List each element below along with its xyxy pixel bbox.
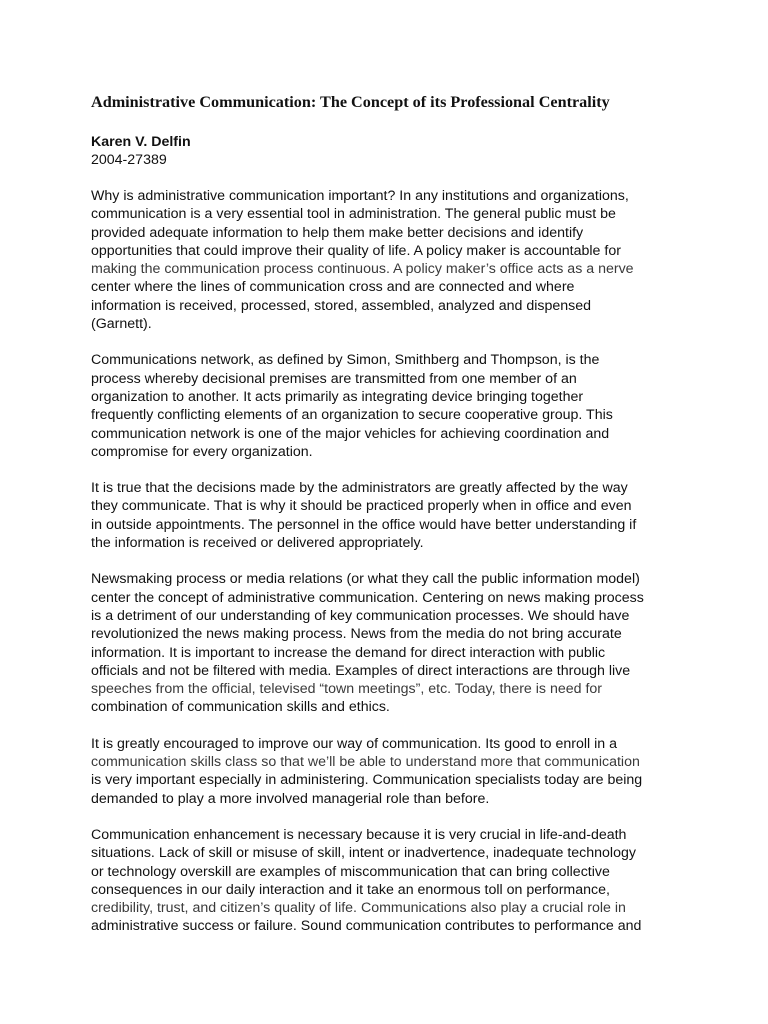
paragraph-line: is a detriment of our understanding of key communication processes. We should have bbox=[91, 607, 630, 624]
paragraph-line: communication skills class so that we’ll be able to understand more that communication bbox=[91, 754, 640, 771]
paragraph-line: situations. Lack of skill or misuse of skill, intent or inadvertence, inadequate technology bbox=[91, 845, 636, 862]
paragraph-line: communication network is one of the major vehicles for achieving coordination and bbox=[91, 425, 610, 442]
paragraph-line: consequences in our daily interaction and it take an enormous toll on performance, bbox=[91, 881, 610, 898]
paragraph-line: (Garnett). bbox=[91, 316, 152, 333]
paragraph-line: center the concept of administrative communication. Centering on news making process bbox=[91, 589, 644, 606]
paragraph-line: Newsmaking process or media relations (or what they call the public information model) bbox=[91, 571, 640, 588]
paragraph-line: revolutionized the news making process. News from the media do not bring accurate bbox=[91, 626, 622, 643]
paragraph-line: process whereby decisional premises are transmitted from one member of an bbox=[91, 370, 577, 387]
body-paragraph bbox=[91, 187, 691, 333]
body-text bbox=[91, 187, 691, 936]
paragraph-line: provided adequate information to help them make better decisions and identify bbox=[91, 224, 584, 241]
author-name: Karen V. Delfin bbox=[91, 134, 191, 150]
document-title: Administrative Communication: The Concept of its Professional Centrality bbox=[91, 93, 610, 111]
paragraph-line: Communications network, as defined by Simon, Smithberg and Thompson, is the bbox=[91, 352, 600, 369]
paragraph-line: demanded to play a more involved managerial role than before. bbox=[91, 790, 490, 807]
paragraph-line: Communication enhancement is necessary because it is very crucial in life-and-death bbox=[91, 826, 627, 843]
paragraph-line: information is received, processed, stored, assembled, analyzed and dispensed bbox=[91, 297, 591, 314]
paragraph-line: It is true that the decisions made by the administrators are greatly affected by the way bbox=[91, 480, 628, 497]
paragraph-line: organization to another. It acts primarily as integrating device bringing together bbox=[91, 388, 584, 405]
paragraph-line: making the communication process continuous. A policy maker’s office acts as a nerve bbox=[91, 261, 634, 278]
paragraph-line: administrative success or failure. Sound communication contributes to performance and bbox=[91, 918, 642, 935]
paragraph-line: information. It is important to increase the demand for direct interaction with public bbox=[91, 644, 606, 661]
document-page bbox=[91, 92, 691, 954]
body-paragraph bbox=[91, 479, 691, 552]
paragraph-line: center where the lines of communication cross and are connected and where bbox=[91, 279, 575, 296]
paragraph-line: speeches from the official, televised “town meetings”, etc. Today, there is need for bbox=[91, 681, 603, 698]
paragraph-line: It is greatly encouraged to improve our way of communication. Its good to enroll in a bbox=[91, 735, 617, 752]
paragraph-line: communication is a very essential tool in administration. The general public must be bbox=[91, 206, 616, 223]
paragraph-line: is very important especially in administering. Communication specialists today are being bbox=[91, 772, 643, 789]
body-paragraph bbox=[91, 826, 691, 936]
paragraph-line: they communicate. That is why it should be practiced properly when in office and even bbox=[91, 498, 632, 515]
paragraph-line: Why is administrative communication important? In any institutions and organizations, bbox=[91, 188, 629, 204]
paragraph-line: officials and not be filtered with media. Examples of direct interactions are through live bbox=[91, 662, 631, 679]
paragraph-line: compromise for every organization. bbox=[91, 443, 313, 460]
body-paragraph bbox=[91, 735, 691, 808]
paragraph-line: the information is received or delivered appropriately. bbox=[91, 535, 424, 552]
paragraph-line: or technology overskill are examples of miscommunication that can bring collective bbox=[91, 863, 610, 880]
paragraph-line: combination of communication skills and ethics. bbox=[91, 699, 390, 716]
paragraph-line: opportunities that could improve their quality of life. A policy maker is accountable for bbox=[91, 242, 621, 259]
paragraph-line: in outside appointments. The personnel in the office would have better understanding if bbox=[91, 516, 637, 533]
student-id: 2004-27389 bbox=[91, 152, 167, 168]
body-paragraph bbox=[91, 570, 691, 716]
paragraph-line: frequently conflicting elements of an organization to secure cooperative group. This bbox=[91, 407, 613, 424]
body-paragraph bbox=[91, 351, 691, 461]
paragraph-line: credibility, trust, and citizen’s quality of life. Communications also play a crucial role in bbox=[91, 900, 626, 917]
